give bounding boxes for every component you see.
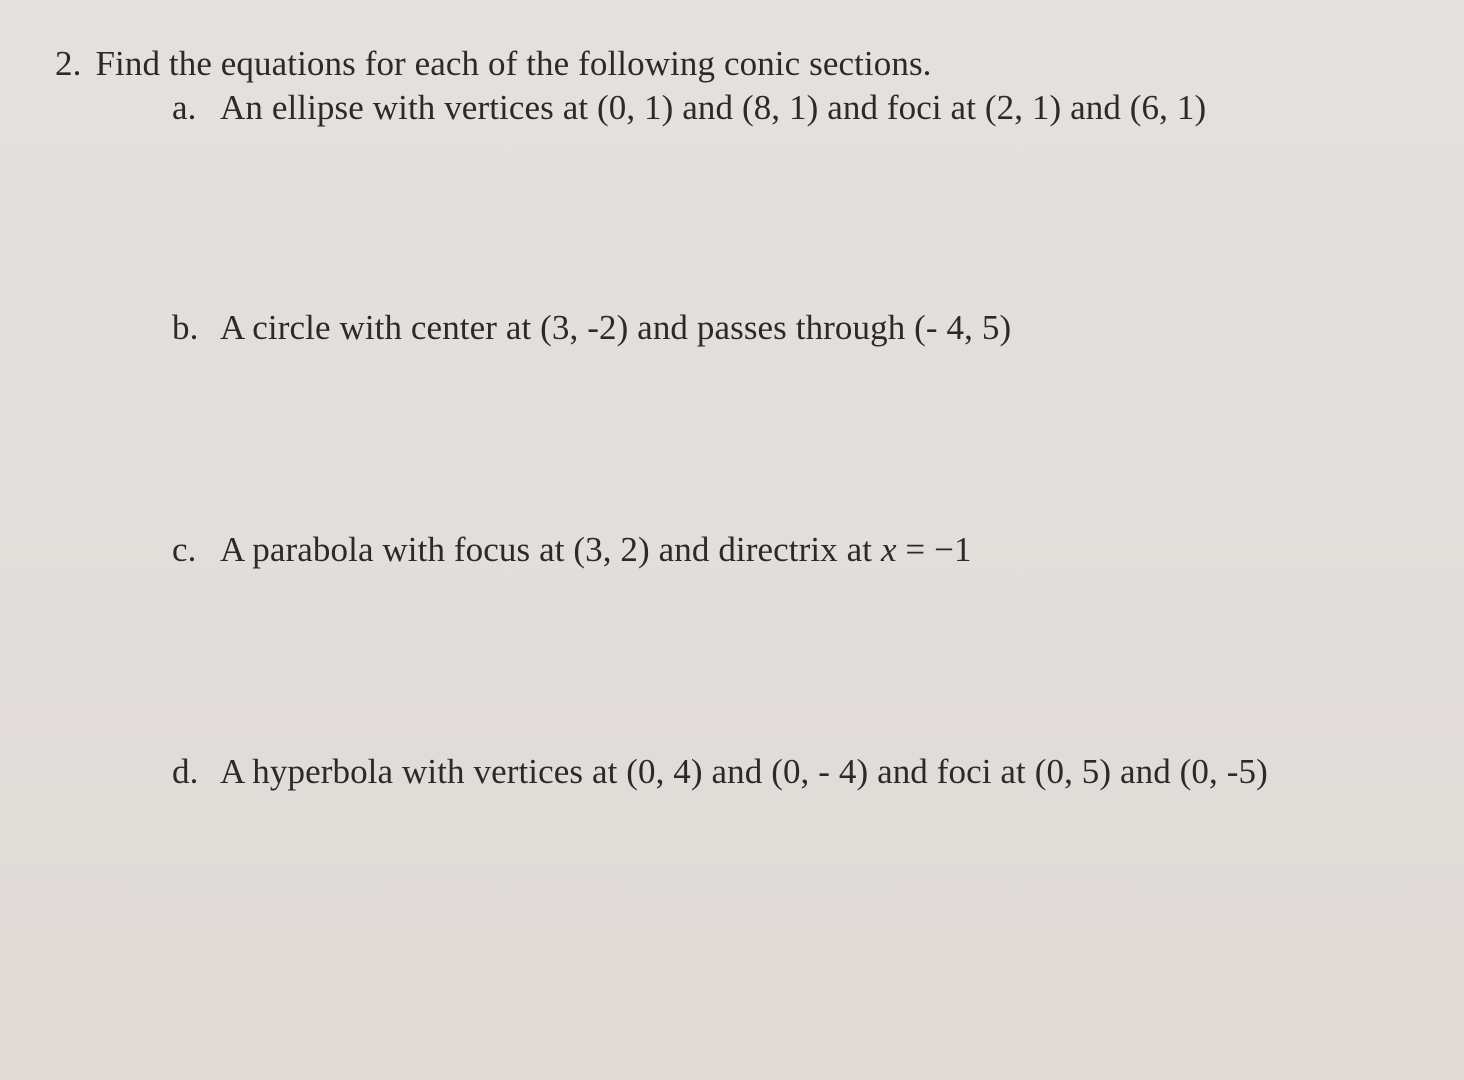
question-header — [55, 44, 932, 84]
list-item-c — [172, 530, 972, 570]
question-number: 2. — [55, 44, 82, 83]
item-text-equation: = −1 — [896, 530, 972, 569]
question-prompt: Find the equations for each of the following conic sections. — [95, 44, 932, 83]
list-item-a — [172, 88, 1206, 128]
item-label: b. — [172, 308, 199, 347]
list-item-b — [172, 308, 1011, 348]
item-label: d. — [172, 752, 199, 791]
list-item-d — [172, 752, 1268, 792]
item-text: A parabola with focus at (3, 2) and directrix at — [220, 530, 881, 569]
item-label: a. — [172, 88, 197, 127]
item-text: A circle with center at (3, -2) and passes through (- 4, 5) — [220, 308, 1012, 347]
item-label: c. — [172, 530, 197, 569]
item-text: An ellipse with vertices at (0, 1) and (8, 1) and foci at (2, 1) and (6, 1) — [220, 88, 1207, 127]
item-text: A hyperbola with vertices at (0, 4) and (0, - 4) and foci at (0, 5) and (0, -5) — [220, 752, 1268, 791]
math-variable: x — [880, 530, 897, 569]
